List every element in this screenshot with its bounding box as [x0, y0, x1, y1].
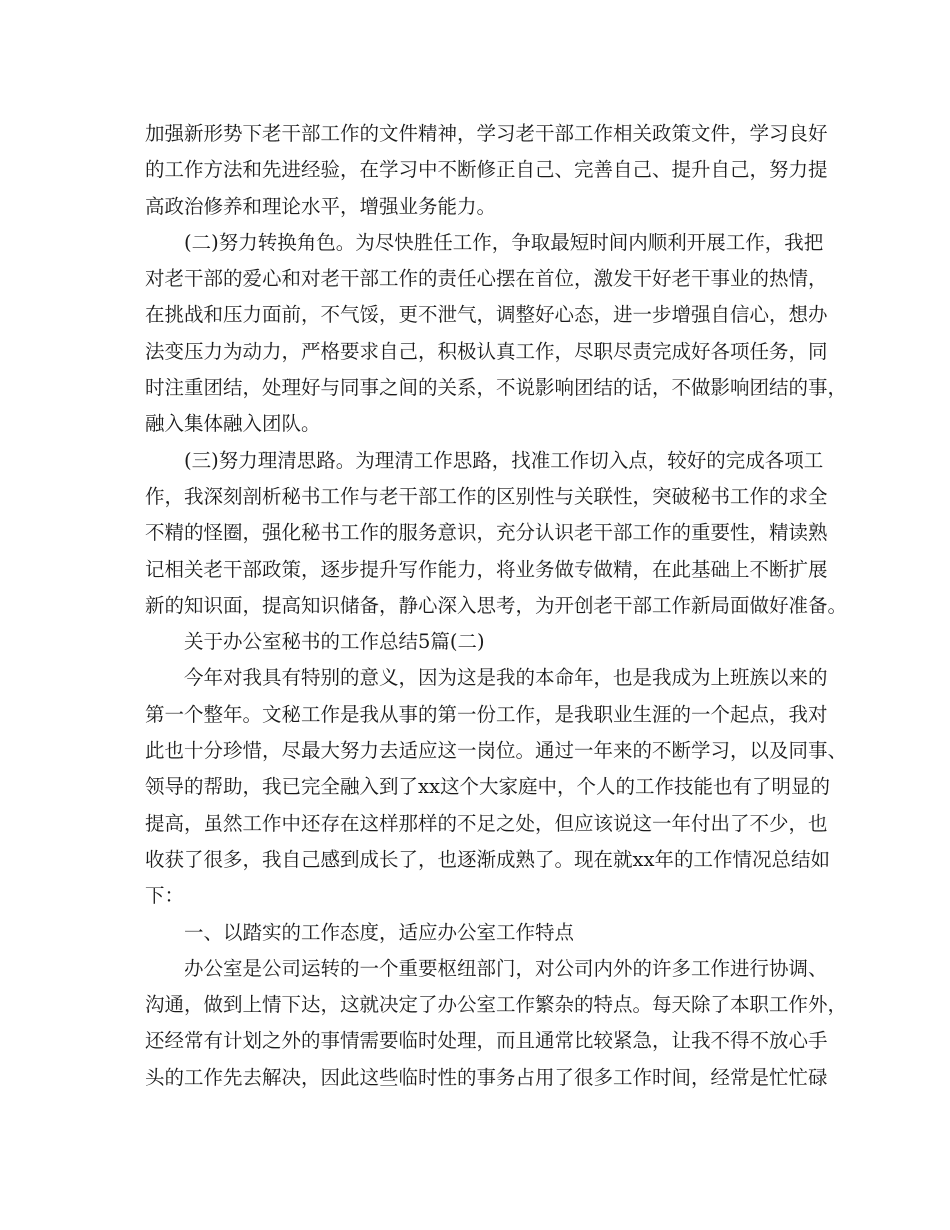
text-line: 记相关老干部政策，逐步提升写作能力，将业务做专做精，在此基础上不断扩展 — [145, 557, 828, 581]
text-line: 关于办公室秘书的工作总结5篇(二) — [184, 630, 485, 654]
text-line: (三)努力理清思路。为理清工作思路，找准工作切入点，较好的完成各项工 — [184, 448, 824, 472]
text-line: 时注重团结，处理好与同事之间的关系，不说影响团结的话，不做影响团结的事， — [145, 376, 848, 400]
text-line: 法变压力为动力，严格要求自己，积极认真工作，尽职尽责完成好各项任务，同 — [145, 339, 828, 363]
text-line: 今年对我具有特别的意义，因为这是我的本命年，也是我成为上班族以来的 — [184, 666, 828, 690]
text-line: 在挑战和压力面前，不气馁，更不泄气，调整好心态，进一步增强自信心，想办 — [145, 303, 828, 327]
text-line: 下： — [145, 884, 185, 908]
text-line: 收获了很多，我自己感到成长了，也逐渐成熟了。现在就xx年的工作情况总结如 — [145, 847, 830, 871]
text-line: 第一个整年。文秘工作是我从事的第一份工作，是我职业生涯的一个起点，我对 — [145, 702, 828, 726]
text-line: 沟通，做到上情下达，这就决定了办公室工作繁杂的特点。每天除了本职工作外， — [145, 993, 848, 1017]
text-line: 作，我深刻剖析秘书工作与老干部工作的区别性与关联性，突破秘书工作的求全 — [145, 484, 828, 508]
text-line: 不精的怪圈，强化秘书工作的服务意识，充分认识老干部工作的重要性，精读熟 — [145, 521, 828, 545]
text-line: 高政治修养和理论水平，增强业务能力。 — [145, 194, 497, 218]
text-line: 对老干部的爱心和对老干部工作的责任心摆在首位，激发干好老干事业的热情， — [145, 267, 828, 291]
text-line: 加强新形势下老干部工作的文件精神，学习老干部工作相关政策文件，学习良好 — [145, 122, 828, 145]
text-line: 的工作方法和先进经验，在学习中不断修正自己、完善自己、提升自己，努力提 — [145, 158, 828, 182]
text-line: 一、以踏实的工作态度，适应办公室工作特点 — [184, 920, 575, 944]
text-line: 还经常有计划之外的事情需要临时处理，而且通常比较紧急，让我不得不放心手 — [145, 1029, 828, 1053]
text-line: 融入集体融入团队。 — [145, 412, 321, 436]
document-body — [145, 116, 848, 1096]
text-line: (二)努力转换角色。为尽快胜任工作，争取最短时间内顺利开展工作，我把 — [184, 230, 824, 254]
text-line: 此也十分珍惜，尽最大努力去适应这一岗位。通过一年来的不断学习，以及同事、 — [145, 739, 848, 763]
text-line: 提高，虽然工作中还存在这样那样的不足之处，但应该说这一年付出了不少，也 — [145, 811, 828, 835]
text-line: 新的知识面，提高知识储备，静心深入思考，为开创老干部工作新局面做好准备。 — [145, 593, 848, 617]
text-line: 领导的帮助，我已完全融入到了xx这个大家庭中，个人的工作技能也有了明显的 — [145, 775, 830, 799]
text-line: 头的工作先去解决，因此这些临时性的事务占用了很多工作时间，经常是忙忙碌 — [145, 1065, 828, 1089]
text-line: 办公室是公司运转的一个重要枢纽部门，对公司内外的许多工作进行协调、 — [184, 956, 828, 980]
